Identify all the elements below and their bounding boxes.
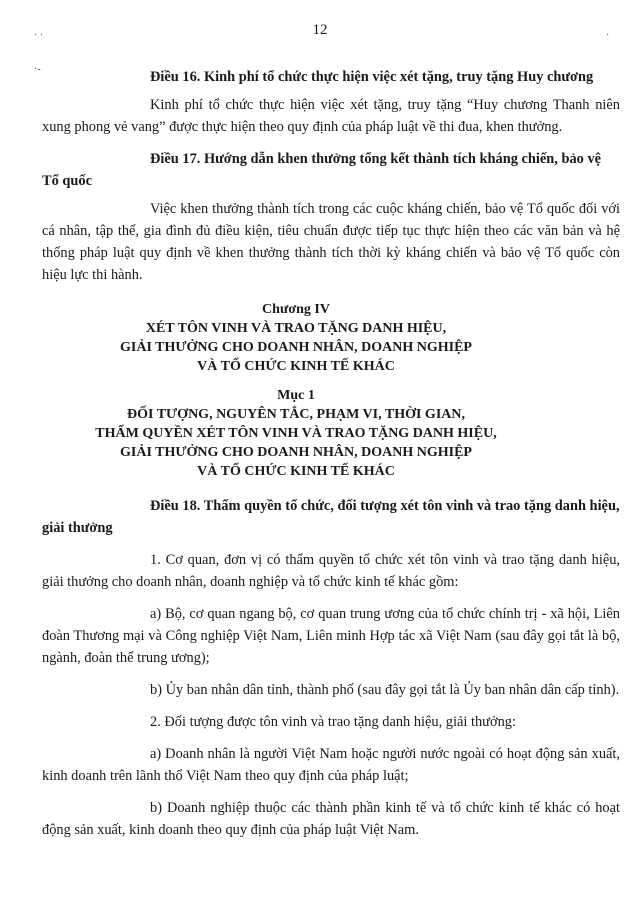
- chapter-title-line: XÉT TÔN VINH VÀ TRAO TẶNG DANH HIỆU,: [145, 321, 447, 336]
- article-16-title: Điều 16. Kinh phí tổ chức thực hiện việc xét tặng, truy tặng Huy chương: [150, 69, 594, 85]
- article-18-clause-1b: b) Ủy ban nhân dân tỉnh, thành phố (sau đây gọi tắt là Ủy ban nhân dân cấp tỉnh).: [150, 682, 620, 698]
- chapter-title-line: GIẢI THƯỞNG CHO DOANH NHÂN, DOANH NGHIỆP: [120, 340, 472, 355]
- page-number: 12: [312, 22, 328, 38]
- article-18-title: Điều 18. Thẩm quyền tổ chức, đối tượng xét tôn vinh và trao tặng danh hiệu, giải thưởng: [42, 498, 620, 536]
- article-18-clause-1: 1. Cơ quan, đơn vị có thẩm quyền tổ chức xét tôn vinh và trao tặng danh hiệu, giải thưởng cho doanh nhân, doanh nghiệp và tổ chức kinh tế khác gồm:: [42, 552, 620, 590]
- section-heading: [42, 386, 550, 481]
- section-title-line: ĐỐI TƯỢNG, NGUYÊN TẮC, PHẠM VI, THỜI GIAN,: [127, 407, 465, 422]
- section-title-line: VÀ TỔ CHỨC KINH TẾ KHÁC: [197, 464, 395, 479]
- section-label: Mục 1: [277, 388, 315, 403]
- section-title-line: GIẢI THƯỞNG CHO DOANH NHÂN, DOANH NGHIỆP: [120, 445, 472, 460]
- scan-mark: ·-: [34, 64, 41, 75]
- article-18-clause-2a: a) Doanh nhân là người Việt Nam hoặc người nước ngoài có hoạt động sản xuất, kinh doanh trên lãnh thổ Việt Nam theo quy định của pháp luật;: [42, 746, 620, 784]
- chapter-label: Chương IV: [262, 302, 330, 317]
- section-title-line: THẨM QUYỀN XÉT TÔN VINH VÀ TRAO TẶNG DANH HIỆU,: [95, 426, 497, 441]
- scan-mark: ·: [606, 30, 610, 41]
- article-17-title: Điều 17. Hướng dẫn khen thưởng tổng kết thành tích kháng chiến, bảo vệ Tổ quốc: [42, 151, 602, 189]
- article-16-body: Kinh phí tổ chức thực hiện việc xét tặng, truy tặng “Huy chương Thanh niên xung phong vẻ vang” được thực hiện theo quy định của pháp luật về thi đua, khen thưởng.: [42, 97, 620, 135]
- article-17-body: Việc khen thưởng thành tích trong các cuộc kháng chiến, bảo vệ Tổ quốc đối với cá nhân, tập thể, gia đình đủ điều kiện, tiêu chuẩn được tiếp tục thực hiện theo các văn bản và hệ thống pháp luật quy định về khen thưởng thành tích thời kỳ kháng chiến và bảo vệ Tổ quốc còn hiệu lực thi hành.: [42, 201, 620, 283]
- chapter-title-line: VÀ TỔ CHỨC KINH TẾ KHÁC: [197, 359, 395, 374]
- article-18-clause-2: 2. Đối tượng được tôn vinh và trao tặng danh hiệu, giải thưởng:: [150, 714, 516, 730]
- document-body: [42, 66, 620, 841]
- article-18-clause-2b: b) Doanh nghiệp thuộc các thành phần kinh tế và tổ chức kinh tế khác có hoạt động sản xuất, kinh doanh theo quy định của pháp luật Việt Nam.: [42, 800, 620, 838]
- article-18-clause-1a: a) Bộ, cơ quan ngang bộ, cơ quan trung ương của tổ chức chính trị - xã hội, Liên đoàn Thương mại và Công nghiệp Việt Nam, Liên minh Hợp tác xã Việt Nam (sau đây gọi tắt là bộ, ngành, đoàn thể trung ương);: [42, 606, 620, 666]
- chapter-heading: [42, 300, 550, 376]
- scan-mark: · ·: [34, 30, 44, 41]
